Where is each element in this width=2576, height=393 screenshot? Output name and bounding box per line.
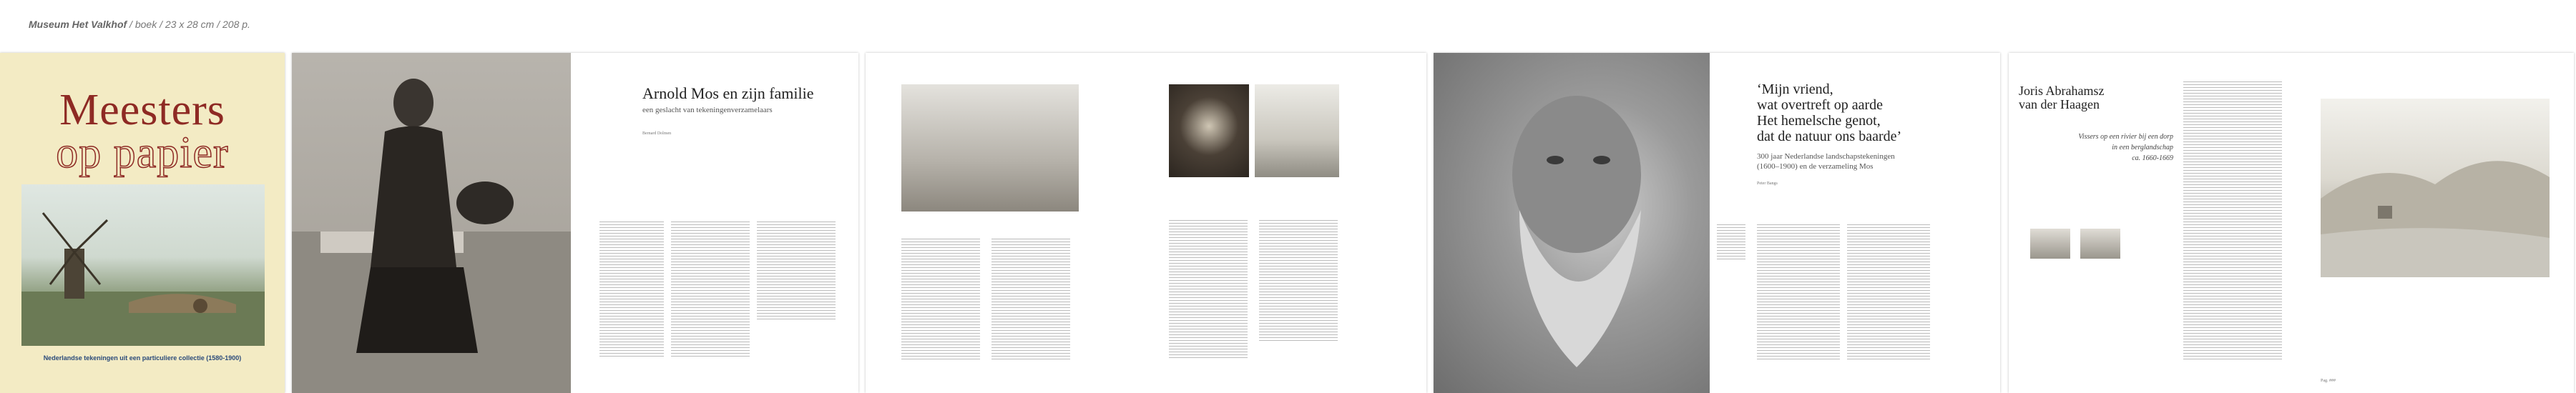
spread3-subtitle-line1: 300 jaar Nederlandse landschapstekeningen [1757, 152, 1895, 161]
river-landscape-illustration [2321, 99, 2550, 277]
spread3-title-line3: Het hemelsche genot, [1757, 113, 1881, 129]
text-column [901, 239, 980, 360]
spread1-author: Bernard Dolmen [642, 131, 672, 136]
seated-man-illustration [292, 53, 571, 393]
spread-catalogue-entry [2009, 53, 2574, 393]
spread4-title-line2: van der Haagen [2019, 97, 2100, 111]
spread4-subtitle-line1: Vissers op een rivier bij een dorp [2078, 133, 2173, 141]
thumbnail-drawing [2030, 229, 2070, 259]
windmill-illustration [21, 184, 265, 346]
text-column [1259, 220, 1338, 342]
side-note [1717, 224, 1745, 260]
spread4-title [2019, 84, 2104, 111]
portrait-photo-arnold-mos [292, 53, 571, 393]
spread4-title-line1: Joris Abrahamsz [2019, 84, 2105, 98]
spread3-title-line1: ‘Mijn vriend, [1757, 81, 1833, 97]
spread3-subtitle-line2: (1600–1900) en de verzameling Mos [1757, 162, 1874, 171]
header-info [29, 19, 250, 30]
book-cover [0, 53, 285, 393]
landscape-drawing [2321, 99, 2550, 277]
spread3-title [1757, 81, 1901, 144]
cover-title-line1: Meesters [59, 86, 225, 134]
portrait-drawing [1434, 53, 1710, 393]
text-column [757, 222, 836, 322]
spread3-subtitle [1757, 151, 1895, 171]
spread4-date: ca. 1660-1669 [2132, 154, 2173, 162]
spread3-author: Peter Bangs [1757, 181, 1778, 186]
text-column [1757, 224, 1840, 360]
spread4-subtitle-line2: in een berglandschap [2112, 144, 2173, 151]
text-column [1847, 224, 1930, 360]
bearded-man-illustration [1434, 53, 1710, 393]
spread-landscape-essay [1434, 53, 2000, 393]
header-publisher: Museum Het Valkhof [29, 19, 127, 30]
spread-arnold-mos [292, 53, 858, 393]
spread3-title-line2: wat overtreft op aarde [1757, 97, 1884, 113]
thumbnail-drawing [2080, 229, 2120, 259]
text-column [671, 222, 750, 357]
cover-title [0, 86, 285, 177]
spread3-title-line4: dat de natuur ons baarde’ [1757, 129, 1902, 144]
townscape-drawing [901, 84, 1079, 212]
text-column [991, 239, 1070, 360]
text-column [2183, 81, 2282, 360]
cover-subtitle: Nederlandse tekeningen uit een particuliere collectie (1580-1900) [43, 354, 242, 362]
landscape-drawing [1255, 84, 1339, 177]
cover-illustration [21, 184, 265, 346]
spread1-title: Arnold Mos en zijn familie [642, 84, 814, 102]
spread1-subtitle: een geslacht van tekeningenverzamelaars [642, 106, 773, 114]
text-column [1169, 220, 1248, 360]
cover-title-line2: op papier [56, 129, 229, 177]
page-number: Pag. ### [2321, 379, 2336, 383]
portrait-painting [1169, 84, 1249, 177]
spread4-subtitle [2037, 131, 2173, 164]
spread-illustrations [866, 53, 1426, 393]
header-details: / boek / 23 x 28 cm / 208 p. [127, 19, 250, 30]
text-column [599, 222, 664, 357]
